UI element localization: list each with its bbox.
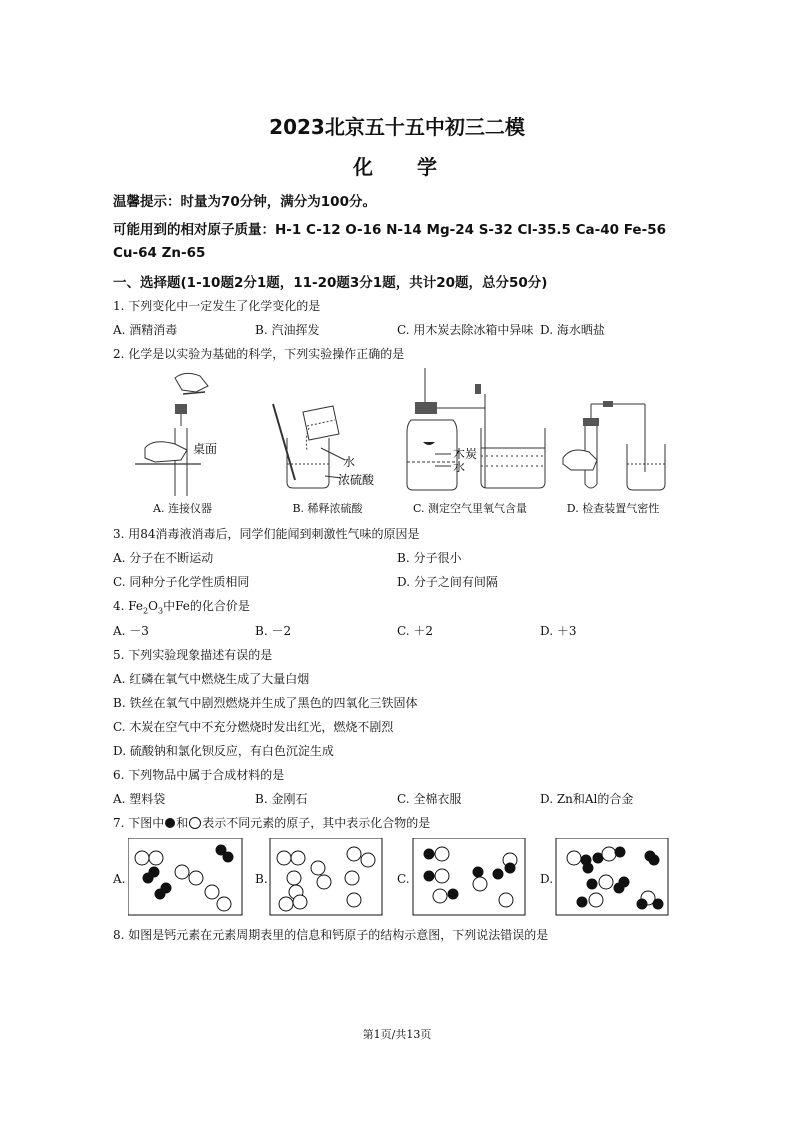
figure-d-airtightness bbox=[563, 401, 665, 490]
question-1-stem: 1. 下列变化中一定发生了化学变化的是 bbox=[113, 299, 321, 313]
q4-option-a: A. －3 bbox=[113, 624, 149, 638]
q7-letter-d: D. bbox=[540, 872, 554, 886]
page-title: 2023北京五十五中初三二模 bbox=[269, 115, 525, 139]
q5-option-d: D. 硫酸钠和氯化钡反应，有白色沉淀生成 bbox=[113, 744, 334, 758]
label-water2: 水 bbox=[453, 460, 466, 474]
q5-option-c: C. 木炭在空气中不充分燃烧时发出红光，燃烧不剧烈 bbox=[113, 720, 394, 734]
notice: 温馨提示：时量为70分钟，满分为100分。 bbox=[113, 194, 376, 210]
subject-title: 化学 bbox=[353, 155, 481, 179]
q4-option-b: B. －2 bbox=[255, 624, 292, 638]
question-8-stem: 8. 如图是钙元素在元素周期表里的信息和钙原子的结构示意图，下列说法错误的是 bbox=[113, 928, 549, 942]
q3-option-d: D. 分子之间有间隔 bbox=[397, 575, 498, 589]
q1-option-c: C. 用木炭去除冰箱中异味 bbox=[397, 323, 534, 337]
q6-option-b: B. 金刚石 bbox=[255, 792, 308, 806]
question-7-stem: 7. 下图中 和 表示不同元素的原子，其中表示化合物的是 bbox=[113, 816, 431, 830]
diagram-d bbox=[567, 847, 663, 909]
question-6-stem: 6. 下列物品中属于合成材料的是 bbox=[113, 768, 285, 782]
q2-apparatus-figure bbox=[135, 368, 695, 496]
q1-option-b: B. 汽油挥发 bbox=[255, 323, 320, 337]
q4-option-c: C. ＋2 bbox=[397, 624, 434, 638]
q6-option-a: A. 塑料袋 bbox=[113, 792, 166, 806]
q2-caption-d: D. 检查装置气密性 bbox=[566, 502, 660, 515]
q1-option-a: A. 酒精消毒 bbox=[113, 323, 178, 337]
q6-option-c: C. 全棉衣服 bbox=[397, 792, 462, 806]
q2-caption-a: A. 连接仪器 bbox=[153, 502, 212, 515]
question-4-stem: 4. $Fe_2O_3$中Fe的化合价是 bbox=[113, 599, 250, 616]
question-5-stem: 5. 下列实验现象描述有误的是 bbox=[113, 648, 273, 662]
atomic-masses-line2: Cu-64 Zn-65 bbox=[113, 245, 206, 261]
q6-option-d: D. Zn和Al的合金 bbox=[540, 792, 634, 806]
q2-caption-c: C. 测定空气里氧气含量 bbox=[412, 502, 528, 515]
question-3-stem: 3. 用84消毒液消毒后，同学们能闻到刺激性气味的原因是 bbox=[113, 527, 420, 541]
filled-atom-icon bbox=[165, 818, 175, 828]
label-desk: 桌面 bbox=[193, 442, 218, 456]
figure-b-dilute-acid bbox=[273, 404, 375, 488]
q5-option-a: A. 红磷在氧气中燃烧生成了大量白烟 bbox=[113, 672, 310, 686]
q3-option-c: C. 同种分子化学性质相同 bbox=[113, 575, 250, 589]
section-heading: 一、选择题(1-10题2分1题，11-20题3分1题，共计20题，总分50分) bbox=[113, 275, 548, 291]
diagram-b bbox=[277, 847, 375, 911]
label-charcoal: 木炭 bbox=[453, 447, 478, 461]
hollow-atom-icon bbox=[189, 817, 201, 829]
figure-a-connect-apparatus bbox=[135, 373, 217, 496]
q2-caption-b: B. 稀释浓硫酸 bbox=[292, 502, 363, 515]
q5-option-b: B. 铁丝在氧气中剧烈燃烧并生成了黑色的四氧化三铁固体 bbox=[113, 696, 418, 710]
q7-particle-diagrams bbox=[128, 838, 688, 916]
diagram-a bbox=[135, 845, 233, 911]
q7-letter-a: A. bbox=[113, 872, 126, 886]
diagram-c bbox=[424, 847, 517, 907]
atomic-masses-line1: 可能用到的相对原子质量：H-1 C-12 O-16 N-14 Mg-24 S-32 Cl-35.5 Ca-40 Fe-56 bbox=[113, 222, 666, 238]
label-water: 水 bbox=[343, 455, 356, 469]
figure-c-oxygen-measure bbox=[407, 368, 545, 490]
q3-option-a: A. 分子在不断运动 bbox=[113, 551, 214, 565]
page-footer: 第1页/共13页 bbox=[362, 1028, 432, 1041]
q7-letter-b: B. bbox=[255, 872, 268, 886]
q7-letter-c: C. bbox=[397, 872, 410, 886]
label-acid: 浓硫酸 bbox=[338, 473, 375, 487]
q3-option-b: B. 分子很小 bbox=[397, 551, 462, 565]
q1-option-d: D. 海水晒盐 bbox=[540, 323, 605, 337]
q4-option-d: D. ＋3 bbox=[540, 624, 577, 638]
question-2-stem: 2. 化学是以实验为基础的科学，下列实验操作正确的是 bbox=[113, 347, 405, 361]
